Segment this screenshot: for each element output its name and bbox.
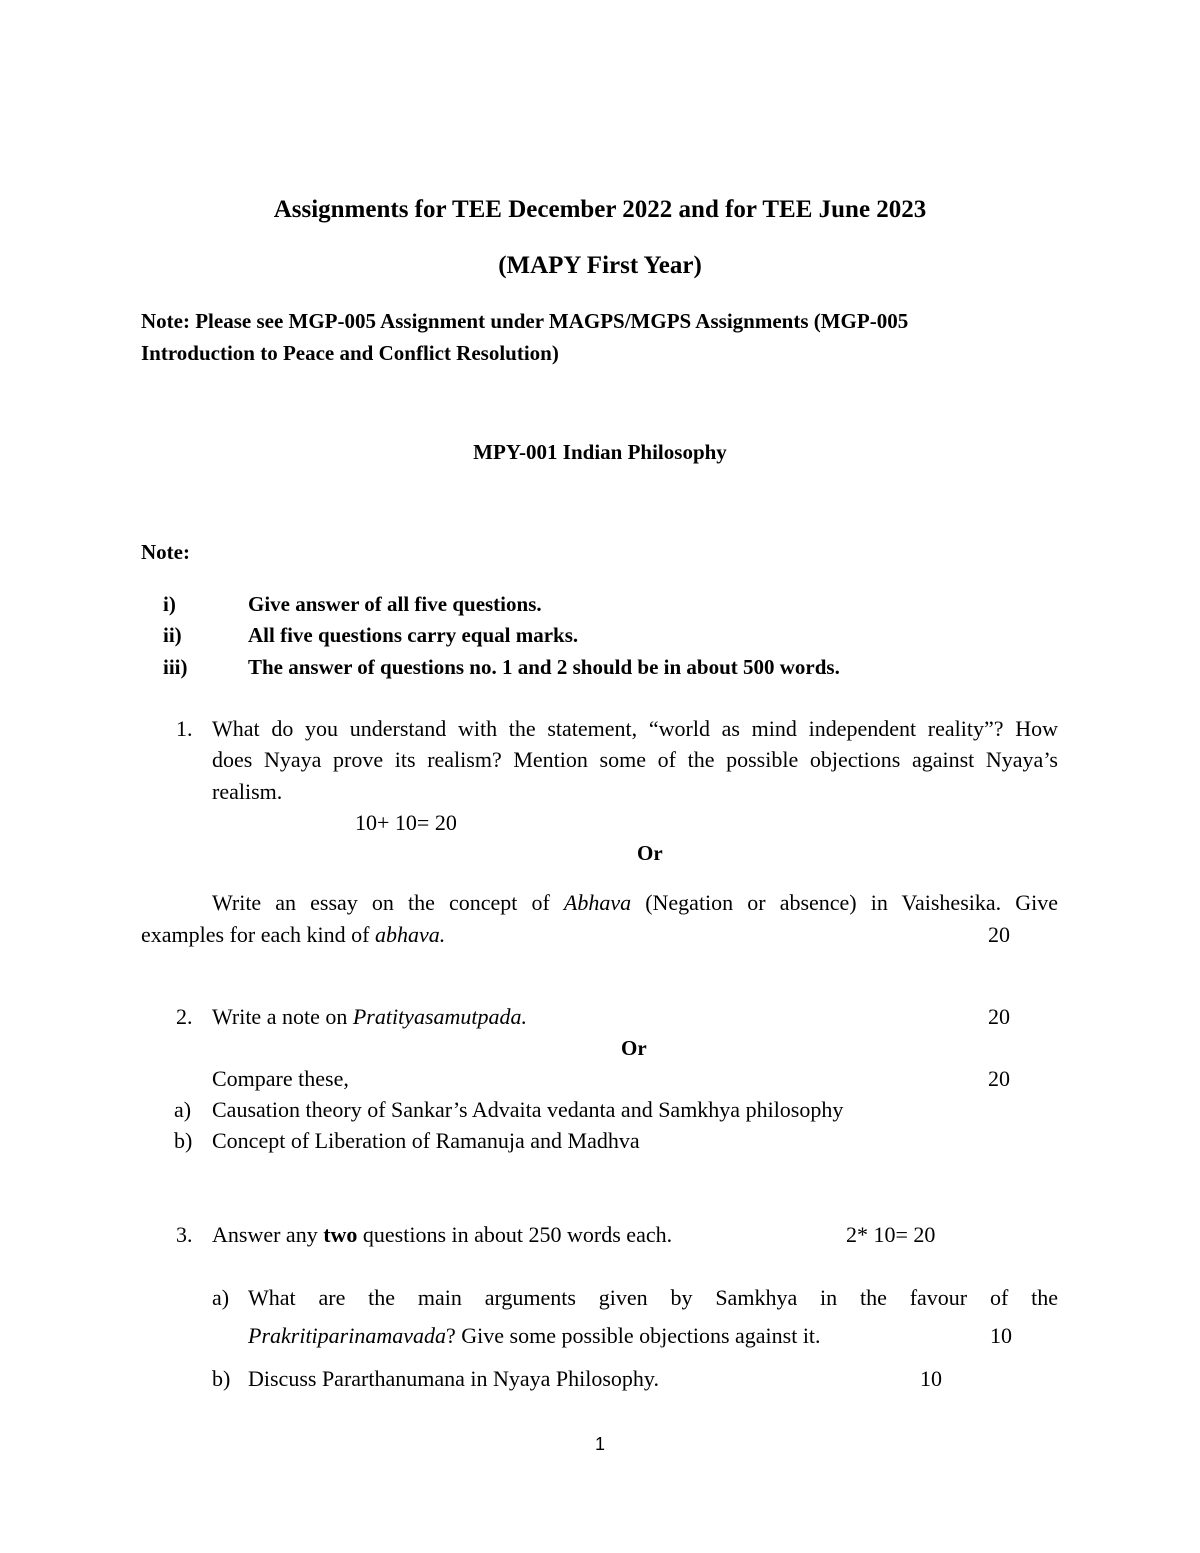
question-2-compare: Compare these, xyxy=(212,1066,349,1091)
question-1-line-1: What do you understand with the statement, “world as mind independent reality”? How xyxy=(212,716,1058,741)
question-1-alt-line-2-pre: examples for each kind of xyxy=(141,922,375,947)
question-2-a-text: Causation theory of Sankar’s Advaita vedanta and Samkhya philosophy xyxy=(212,1097,844,1122)
question-2-b-text: Concept of Liberation of Ramanuja and Madhva xyxy=(212,1128,640,1153)
question-2-text xyxy=(212,1004,527,1030)
header-note-line-1: Note: Please see MGP-005 Assignment under MAGPS/MGPS Assignments (MGP-005 xyxy=(141,309,909,333)
question-1-alt-line-2 xyxy=(141,922,445,948)
question-3-text-post: questions in about 250 words each. xyxy=(357,1222,673,1247)
question-2-number: 2. xyxy=(176,1004,193,1029)
instruction-num: i) xyxy=(163,592,176,616)
instruction-text: All five questions carry equal marks. xyxy=(248,623,579,647)
question-1-number: 1. xyxy=(176,716,193,741)
question-3-text-bold: two xyxy=(323,1222,358,1247)
question-3-b-text: Discuss Pararthanumana in Nyaya Philosophy. xyxy=(248,1366,660,1391)
instruction-text: Give answer of all five questions. xyxy=(248,592,542,616)
question-1-alt-post: (Negation or absence) in Vaishesika. Give xyxy=(631,890,1058,915)
instruction-num: ii) xyxy=(163,623,182,647)
question-1-alt-emphasis: Abhava xyxy=(563,890,632,915)
question-3-b-label: b) xyxy=(212,1366,231,1391)
header-note-line-2: Introduction to Peace and Conflict Resolution) xyxy=(141,341,559,365)
page-number: 1 xyxy=(594,1434,605,1454)
question-3-a-line-2 xyxy=(248,1323,821,1349)
question-2-text-pre: Write a note on xyxy=(212,1004,353,1029)
question-3-a-emphasis: Prakritiparinamavada xyxy=(248,1323,446,1348)
question-1-or: Or xyxy=(637,841,663,865)
question-1-line-2: does Nyaya prove its realism? Mention some of the possible objections against Nyaya’s xyxy=(212,747,1058,772)
question-3-a-marks: 10 xyxy=(990,1323,1012,1348)
document-title: Assignments for TEE December 2022 and for TEE June 2023 xyxy=(273,196,927,223)
question-3-b-marks: 10 xyxy=(920,1366,942,1391)
instruction-num: iii) xyxy=(163,655,188,679)
question-3-number: 3. xyxy=(176,1222,193,1247)
question-2-text-emphasis: Pratityasamutpada. xyxy=(352,1004,528,1029)
course-title: MPY-001 Indian Philosophy xyxy=(473,440,727,464)
question-2-marks: 20 xyxy=(988,1004,1010,1029)
instructions-heading: Note: xyxy=(141,540,190,564)
question-3-text xyxy=(212,1222,672,1248)
instruction-text: The answer of questions no. 1 and 2 should be in about 500 words. xyxy=(248,655,840,679)
question-3-marks: 2* 10= 20 xyxy=(846,1222,936,1247)
question-1-marks: 10+ 10= 20 xyxy=(355,810,457,835)
question-3-a-line-1: What are the main arguments given by Samkhya in the favour of the xyxy=(248,1285,1058,1310)
question-3-a-line-2-post: ? Give some possible objections against it. xyxy=(446,1323,821,1348)
question-2-or: Or xyxy=(621,1036,647,1060)
question-3-a-label: a) xyxy=(212,1285,230,1310)
question-2-a-label: a) xyxy=(174,1097,192,1122)
question-1-line-3: realism. xyxy=(212,779,283,804)
question-1-alt-pre: Write an essay on the concept of xyxy=(212,890,564,915)
question-1-alt-line-2-emphasis: abhava. xyxy=(374,922,446,947)
question-3-text-pre: Answer any xyxy=(212,1222,324,1247)
question-1-alt-line-1 xyxy=(212,890,1058,916)
question-2-compare-marks: 20 xyxy=(988,1066,1010,1091)
question-2-b-label: b) xyxy=(174,1128,193,1153)
question-1-alt-marks: 20 xyxy=(988,922,1010,947)
document-subtitle: (MAPY First Year) xyxy=(498,252,702,279)
